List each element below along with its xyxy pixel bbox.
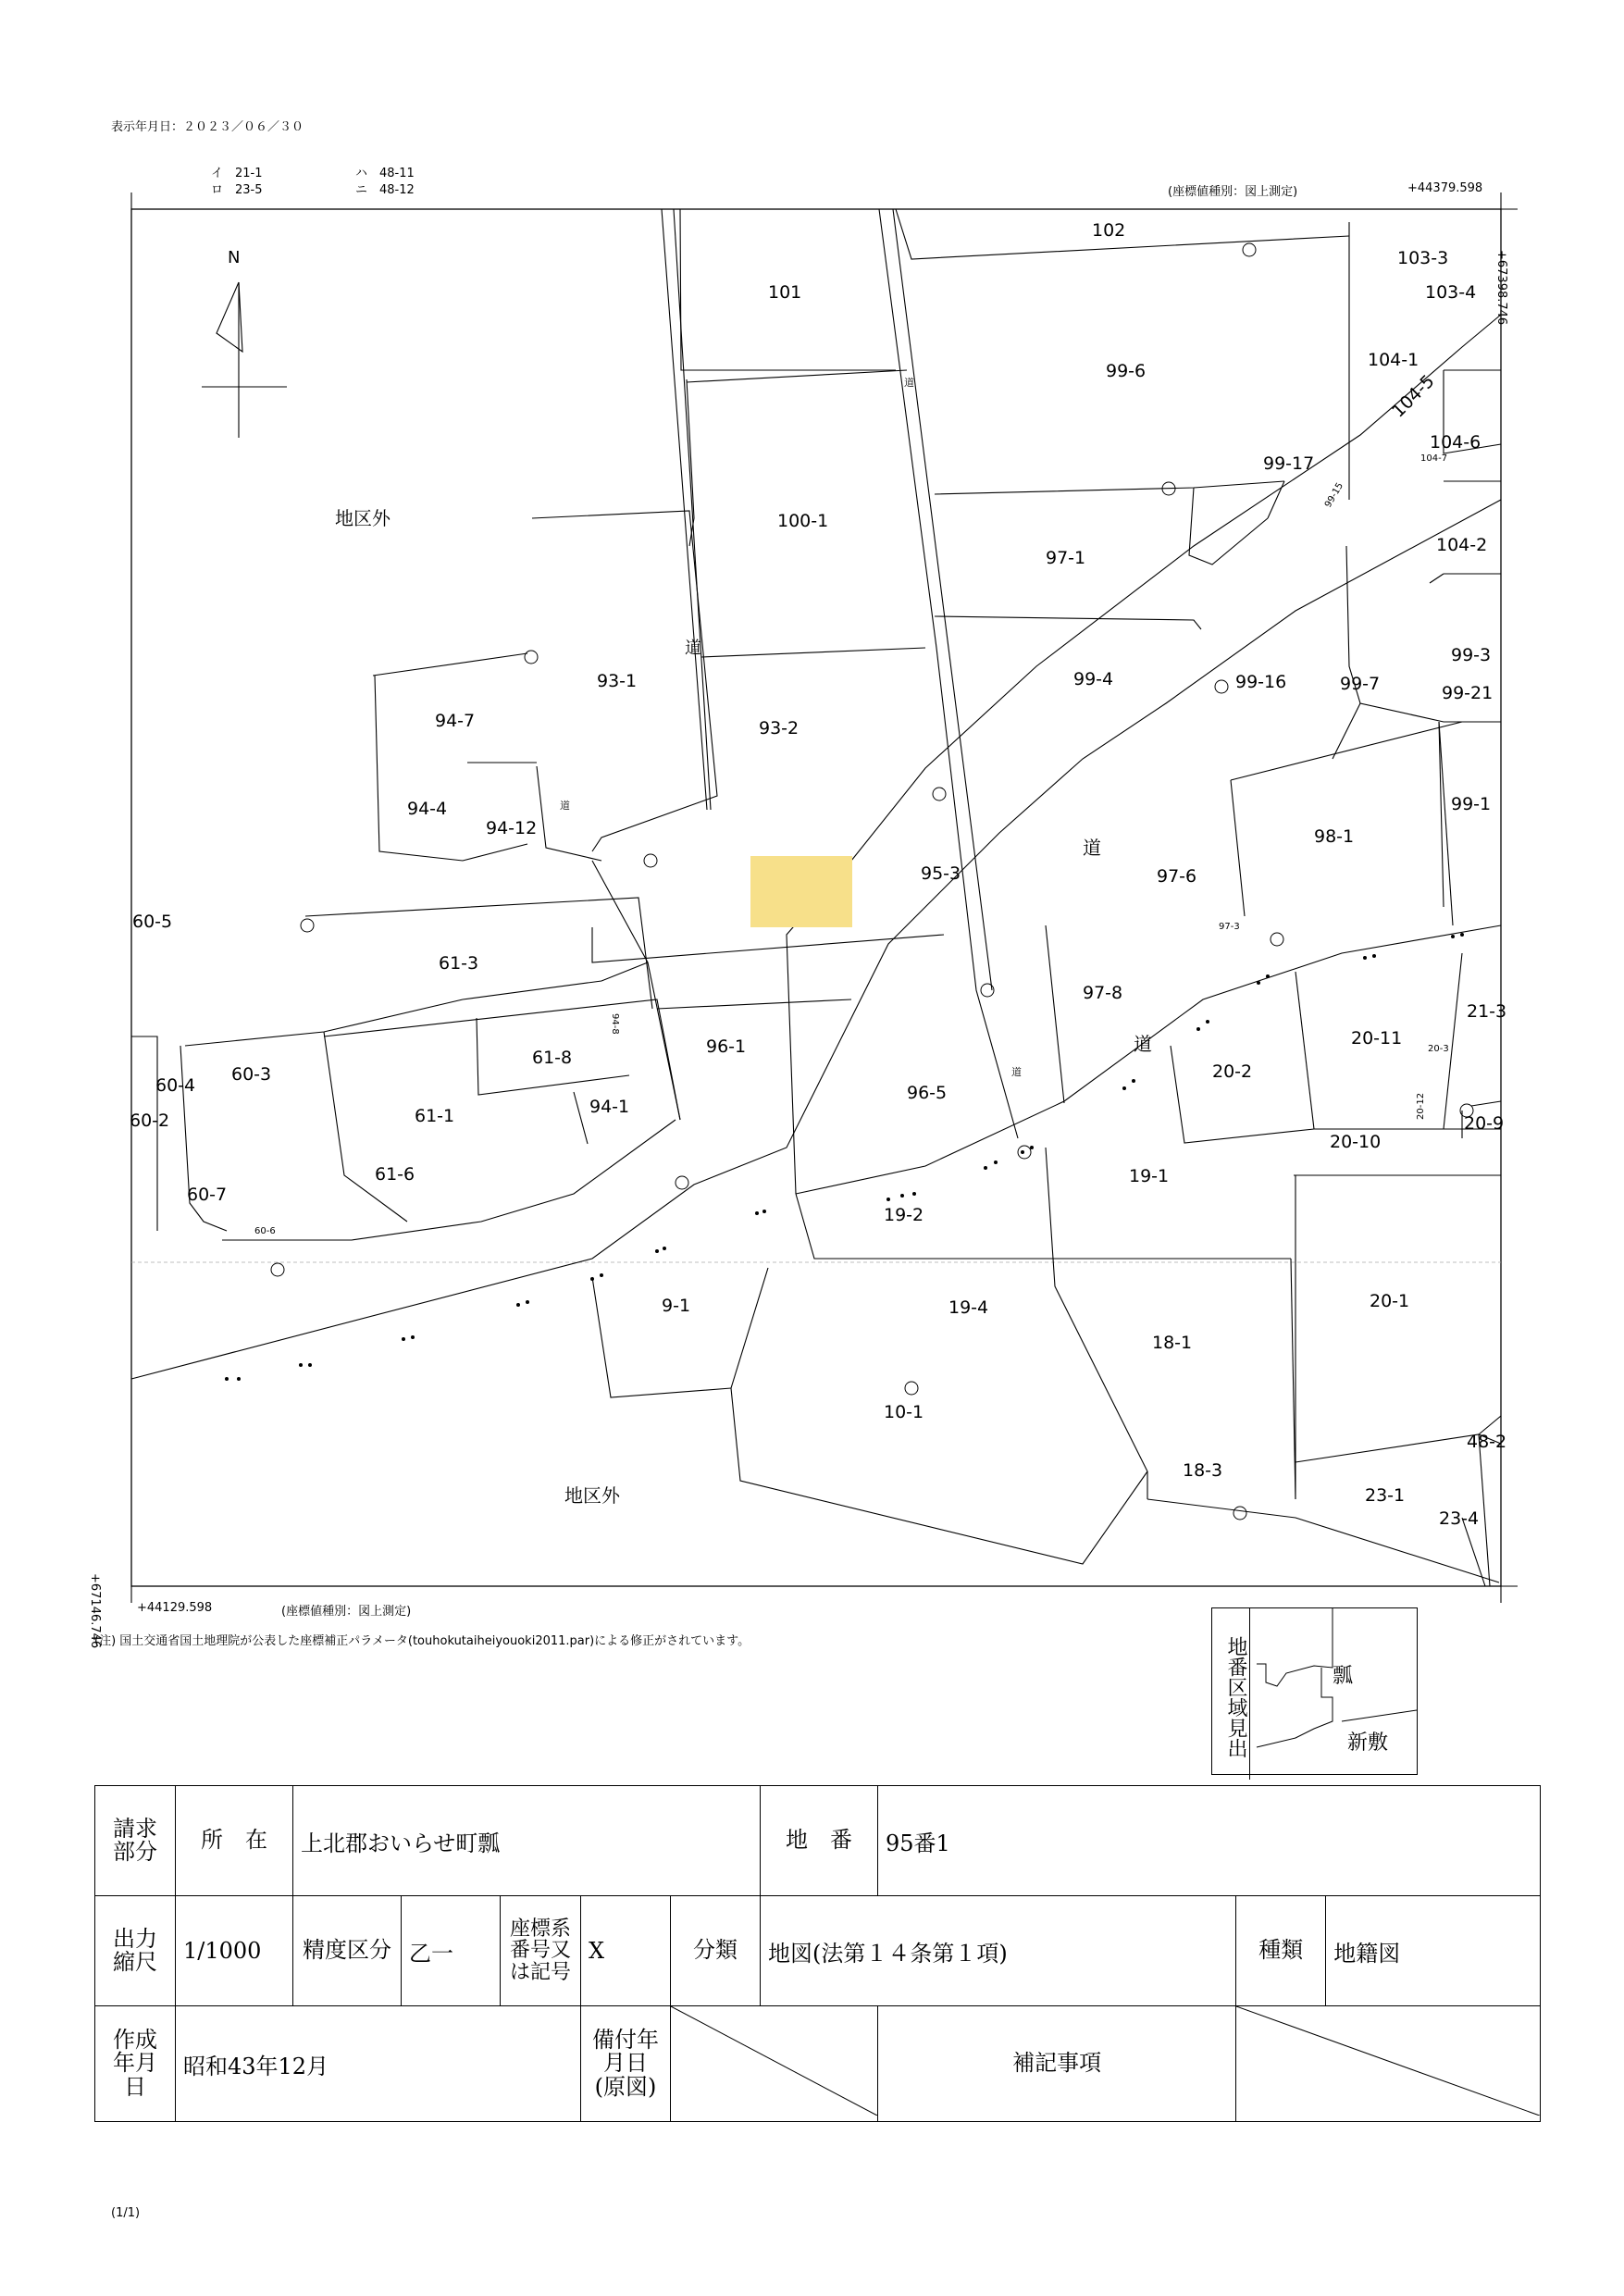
legend-ro: ロ 23-5 xyxy=(211,183,263,197)
lot-94-12: 94-12 xyxy=(486,818,538,838)
lot-48-2: 48-2 xyxy=(1467,1432,1507,1452)
coord-x-bottom: +44129.598 xyxy=(137,1601,213,1615)
lot-93-2: 93-2 xyxy=(759,718,800,738)
label-request: 請求部分 xyxy=(95,1786,176,1896)
key-map-title: 地番区域見出 xyxy=(1212,1608,1250,1780)
road-label-3: 道 xyxy=(1134,1033,1152,1055)
label-location: 所 在 xyxy=(176,1786,293,1896)
notes-value xyxy=(1236,2006,1541,2122)
lot-20-2: 20-2 xyxy=(1212,1061,1253,1082)
label-notes: 補記事項 xyxy=(878,2006,1236,2122)
lot-19-1: 19-1 xyxy=(1129,1166,1170,1186)
lot-99-21: 99-21 xyxy=(1442,683,1494,703)
road-label-1: 道 xyxy=(685,639,701,658)
lot-103-3: 103-3 xyxy=(1397,248,1449,268)
lot-94-4: 94-4 xyxy=(407,799,448,819)
lot-99-7: 99-7 xyxy=(1340,674,1381,694)
coord-y-top: +67398.746 xyxy=(1494,250,1508,326)
lot-97-3: 97-3 xyxy=(1219,922,1240,932)
lot-20-11: 20-11 xyxy=(1351,1028,1403,1049)
lot-100-1: 100-1 xyxy=(777,511,829,531)
lot-99-6: 99-6 xyxy=(1106,361,1147,381)
installed-value xyxy=(671,2006,878,2122)
coord-value: X xyxy=(581,1896,671,2006)
lot-96-5: 96-5 xyxy=(907,1083,948,1103)
lot-60-7: 60-7 xyxy=(187,1185,228,1205)
lot-104-6: 104-6 xyxy=(1430,432,1481,453)
info-table xyxy=(94,1785,1541,2122)
lot-60-4: 60-4 xyxy=(155,1075,196,1096)
lot-104-2: 104-2 xyxy=(1436,535,1488,555)
lot-61-6: 61-6 xyxy=(375,1164,415,1185)
lot-18-1: 18-1 xyxy=(1152,1333,1193,1353)
lot-99-16: 99-16 xyxy=(1235,672,1287,692)
key-area-a: 瓢 xyxy=(1333,1665,1354,1688)
installed-slash xyxy=(671,2006,877,2116)
scale-value: 1/1000 xyxy=(176,1896,293,2006)
lot-60-2: 60-2 xyxy=(130,1111,170,1131)
lot-99-1: 99-1 xyxy=(1451,794,1492,814)
lot-9-1: 9-1 xyxy=(662,1296,691,1316)
lot-20-1: 20-1 xyxy=(1370,1291,1410,1311)
lot-20-3: 20-3 xyxy=(1428,1044,1449,1054)
road-label-2: 道 xyxy=(1083,837,1101,859)
road-label-s2: 道 xyxy=(560,800,570,812)
lot-60-6: 60-6 xyxy=(254,1226,276,1236)
lot-104-1: 104-1 xyxy=(1368,350,1419,370)
label-scale: 出力縮尺 xyxy=(95,1896,176,2006)
label-precision: 精度区分 xyxy=(293,1896,402,2006)
lot-99-3: 99-3 xyxy=(1451,645,1492,665)
lot-20-9: 20-9 xyxy=(1464,1113,1505,1134)
lot-99-15: 99-15 xyxy=(1323,480,1346,510)
lot-102: 102 xyxy=(1092,220,1126,241)
display-date: 表示年月日：２０２３／０６／３０ xyxy=(111,120,304,134)
lot-61-3: 61-3 xyxy=(439,953,479,974)
lot-94-8: 94-8 xyxy=(610,1013,620,1035)
notes-slash xyxy=(1236,2006,1540,2116)
lot-97-6: 97-6 xyxy=(1157,866,1197,887)
label-created: 作成年月日 xyxy=(95,2006,176,2122)
note: (注) 国土交通省国土地理院が公表した座標補正パラメータ(touhokutaiheiyouoki2011.par)による修正がされています。 xyxy=(94,1634,750,1648)
lot-23-1: 23-1 xyxy=(1365,1485,1406,1506)
road-label-s1: 道 xyxy=(904,377,914,389)
lot-94-7: 94-7 xyxy=(435,711,476,731)
created-value: 昭和43年12月 xyxy=(176,2006,581,2122)
highlight-95-1 xyxy=(750,856,852,927)
lot-20-12: 20-12 xyxy=(1416,1092,1426,1120)
lot-97-8: 97-8 xyxy=(1083,983,1123,1003)
lot-98-1: 98-1 xyxy=(1314,826,1355,847)
label-lotno: 地 番 xyxy=(761,1786,878,1896)
lot-60-3: 60-3 xyxy=(231,1064,272,1085)
lot-104-7: 104-7 xyxy=(1420,453,1448,464)
road-label-s3: 道 xyxy=(1011,1066,1022,1078)
lot-97-1: 97-1 xyxy=(1046,548,1086,568)
coord-type-bottom: (座標値種別：図上測定) xyxy=(281,1605,412,1619)
lot-93-1: 93-1 xyxy=(597,671,638,691)
lot-103-4: 103-4 xyxy=(1425,282,1477,303)
label-installed: 備付年月日(原図) xyxy=(581,2006,671,2122)
lot-99-17: 99-17 xyxy=(1263,453,1315,474)
page-number: (1/1) xyxy=(111,2206,141,2220)
lot-61-8: 61-8 xyxy=(532,1048,573,1068)
coord-x-top: +44379.598 xyxy=(1407,181,1483,195)
class-value: 地図(法第１４条第１項) xyxy=(761,1896,1236,2006)
lot-61-1: 61-1 xyxy=(415,1106,455,1126)
lot-95-3: 95-3 xyxy=(921,863,961,884)
key-map xyxy=(1211,1607,1418,1775)
lot-96-1: 96-1 xyxy=(706,1036,747,1057)
lot-19-2: 19-2 xyxy=(884,1205,924,1225)
lotno-value: 95番1 xyxy=(878,1786,1541,1896)
outside-area-south: 地区外 xyxy=(564,1484,620,1507)
location-value: 上北郡おいらせ町瓢 xyxy=(293,1786,761,1896)
precision-value: 乙一 xyxy=(402,1896,501,2006)
outside-area-north: 地区外 xyxy=(335,507,391,529)
coord-type-top: (座標値種別：図上測定) xyxy=(1168,185,1298,199)
lot-21-3: 21-3 xyxy=(1467,1001,1507,1022)
north-label: N xyxy=(228,248,241,267)
legend-ni: ニ 48-12 xyxy=(355,183,415,197)
lot-23-4: 23-4 xyxy=(1439,1508,1480,1529)
lot-10-1: 10-1 xyxy=(884,1402,924,1422)
legend-i: イ 21-1 xyxy=(211,167,263,180)
lot-104-5: 104-5 xyxy=(1388,370,1439,422)
kind-value: 地籍図 xyxy=(1326,1896,1541,2006)
lot-94-1: 94-1 xyxy=(589,1097,630,1117)
lot-101: 101 xyxy=(768,282,802,303)
label-class: 分類 xyxy=(671,1896,761,2006)
coord-y-bottom: +67146.746 xyxy=(88,1573,102,1649)
label-coord: 座標系番号又は記号 xyxy=(501,1896,581,2006)
lot-99-4: 99-4 xyxy=(1073,669,1114,689)
lot-18-3: 18-3 xyxy=(1183,1460,1223,1481)
key-area-b: 新敷 xyxy=(1347,1731,1389,1755)
lot-60-5: 60-5 xyxy=(132,912,173,932)
lot-19-4: 19-4 xyxy=(948,1297,989,1318)
label-kind: 種類 xyxy=(1236,1896,1326,2006)
legend-ha: ハ 48-11 xyxy=(355,167,415,180)
lot-20-10: 20-10 xyxy=(1330,1132,1382,1152)
